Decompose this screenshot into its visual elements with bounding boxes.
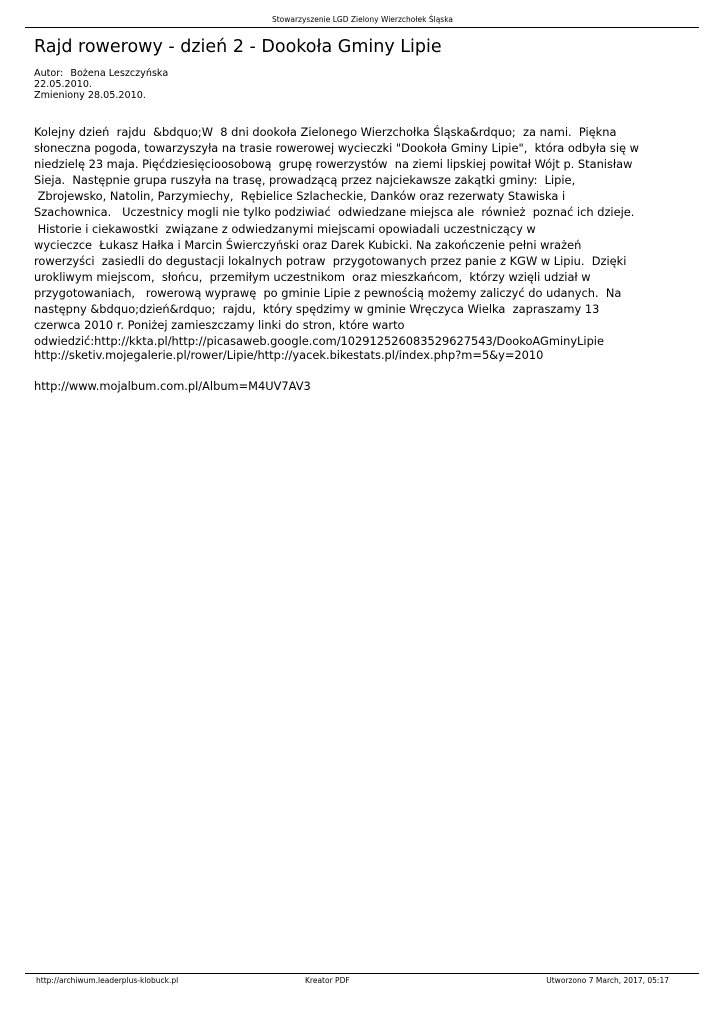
article-body: [34, 124, 694, 349]
body-line: Sieja. Następnie grupa ruszyła na trasę, prowadzącą przez najciekawsze zakątki gminy: Lipie,: [34, 173, 576, 188]
footer-divider: [25, 973, 699, 974]
page-footer: [0, 976, 725, 986]
header-divider: [25, 27, 699, 28]
album-link[interactable]: http://www.mojalbum.com.pl/Album=M4UV7AV3: [34, 379, 311, 393]
footer-created: Utworzono 7 March, 2017, 05:17: [546, 976, 669, 985]
body-line: niedzielę 23 maja. Pięćdziesięcioosobową grupę rowerzystów na ziemi lipskiej powitał Wójt p. Stanisław: [34, 157, 633, 172]
modified-date: Zmieniony 28.05.2010.: [34, 90, 146, 102]
body-line: czerwca 2010 r. Poniżej zamieszczamy linki do stron, które warto: [34, 318, 405, 333]
created-date: 22.05.2010.: [34, 79, 92, 91]
body-line: następny &bdquo;dzień&rdquo; rajdu, który spędzimy w gminie Wręczyca Wielka zapraszamy 13: [34, 302, 600, 317]
footer-url: http://archiwum.leaderplus-klobuck.pl: [36, 976, 179, 985]
page-header: Stowarzyszenie LGD Zielony Wierzchołek Śląska: [271, 15, 454, 24]
body-line: przygotowaniach, rowerową wyprawę po gminie Lipie z pewnością możemy zaliczyć do udanych. Na: [34, 285, 622, 300]
body-line: Historie i ciekawostki związane z odwiedzanymi miejscami opowiadali uczestniczący w: [34, 221, 536, 236]
body-line: Szachownica. Uczestnicy mogli nie tylko podziwiać odwiedzane miejsca ale również poznać ich dzieje.: [34, 205, 635, 220]
article-title: Rajd rowerowy - dzień 2 - Dookoła Gminy Lipie: [34, 37, 442, 57]
author-label: Autor:: [34, 68, 64, 79]
author-name: Bożena Leszczyńska: [70, 68, 169, 79]
body-line: odwiedzić:http://kkta.pl/http://picasaweb.google.com/102912526083529627543/DookoAGminyLipie: [34, 334, 604, 349]
body-line: Zbrojewsko, Natolin, Parzymiechy, Rębielice Szlacheckie, Danków oraz rezerwaty Stawiska i: [34, 189, 566, 204]
body-line: rowerzyści zasiedli do degustacji lokalnych potraw przygotowanych przez panie z KGW w Lipiu. Dzięki: [34, 253, 627, 268]
body-line: wycieczce Łukasz Hałka i Marcin Świerczyński oraz Darek Kubicki. Na zakończenie pełni wrażeń: [34, 237, 582, 252]
footer-generator: Kreator PDF: [305, 976, 350, 985]
links-section: [34, 347, 543, 409]
article-meta: [34, 68, 168, 102]
body-line: Kolejny dzień rajdu &bdquo;W 8 dni dookoła Zielonego Wierzchołka Śląska&rdquo; za nami. Piękna: [34, 125, 617, 139]
body-line: urokliwym miejscom, słońcu, przemiłym uczestnikom oraz mieszkańcom, którzy wzięli udział w: [34, 269, 591, 284]
body-line: słoneczna pogoda, towarzyszyła na trasie rowerowej wycieczki "Dookoła Gminy Lipie", która odbyła się w: [34, 141, 639, 156]
gallery-link[interactable]: http://sketiv.mojegalerie.pl/rower/Lipie/http://yacek.bikestats.pl/index.php?m=5&y=2010: [34, 348, 544, 362]
author-line: [34, 68, 168, 79]
